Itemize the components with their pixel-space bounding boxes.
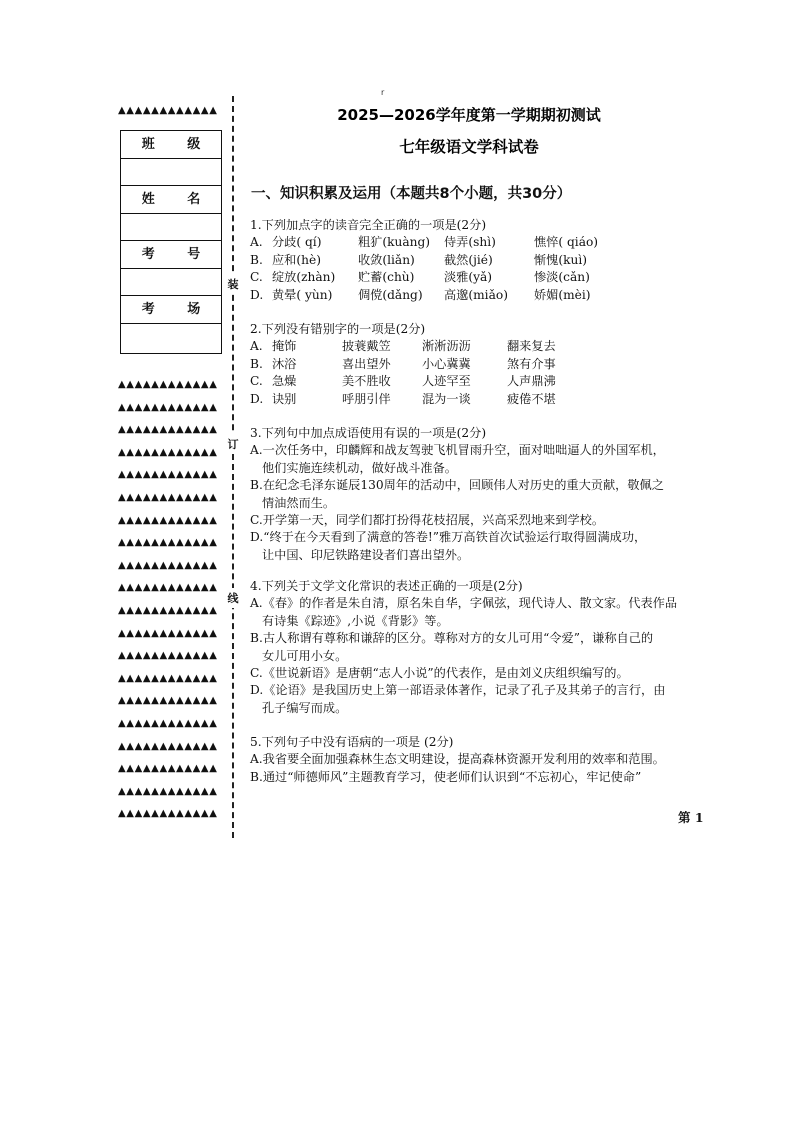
option-letter: B. bbox=[250, 252, 263, 267]
option-c: C.开学第一天，同学们都打扮得花枝招展，兴高采烈地来到学校。 bbox=[250, 513, 605, 528]
question-stem: 5.下列句子中没有语病的一项是 (2分) bbox=[250, 735, 454, 749]
option-row bbox=[250, 391, 700, 408]
exam-room-label: 考 场 bbox=[121, 296, 221, 324]
option-item: 淅淅沥沥 bbox=[422, 339, 471, 354]
triangle-row: ▲▲▲▲▲▲▲▲▲▲▲▲ bbox=[118, 718, 218, 729]
triangle-row: ▲▲▲▲▲▲▲▲▲▲▲▲ bbox=[118, 763, 218, 774]
option-item: 急燥 bbox=[272, 374, 297, 389]
option-row bbox=[250, 234, 700, 251]
option-item: 呼朋引伴 bbox=[342, 391, 391, 406]
option-item: 高邈(miǎo) bbox=[444, 287, 508, 302]
option-letter: D. bbox=[250, 391, 264, 406]
option-item: 疲倦不堪 bbox=[507, 391, 556, 406]
triangle-row: ▲▲▲▲▲▲▲▲▲▲▲▲ bbox=[118, 424, 218, 435]
question-stem: 4.下列关于文学文化常识的表述正确的一项是(2分) bbox=[250, 579, 523, 593]
option-row bbox=[250, 373, 700, 390]
option-a: A.《春》的作者是朱自清，原名朱自华，字佩弦，现代诗人、散文家。代表作品 bbox=[250, 596, 678, 611]
binding-dashed-line bbox=[232, 96, 234, 838]
question-5 bbox=[250, 734, 700, 786]
option-a: A.我省要全面加强森林生态文明建设，提高森林资源开发利用的效率和范围。 bbox=[250, 752, 665, 767]
header-mark: r bbox=[381, 88, 385, 97]
option-item: 贮蓄(chù) bbox=[358, 270, 415, 285]
option-item: 淡雅(yǎ) bbox=[444, 270, 493, 285]
option-b: B.古人称谓有尊称和谦辞的区分。尊称对方的女儿可用“令爱”，谦称自己的 bbox=[250, 631, 654, 646]
option-item: 小心冀冀 bbox=[422, 356, 471, 371]
option-letter: C. bbox=[250, 270, 263, 285]
question-stem: 3.下列句中加点成语使用有误的一项是(2分) bbox=[250, 426, 487, 440]
option-letter: A. bbox=[250, 235, 263, 250]
option-d-cont: 让中国、印尼铁路建设者们喜出望外。 bbox=[262, 547, 470, 562]
triangle-row: ▲▲▲▲▲▲▲▲▲▲▲▲ bbox=[118, 402, 218, 413]
option-item: 娇媚(mèi) bbox=[534, 287, 591, 302]
option-item: 翻来复去 bbox=[507, 339, 556, 354]
option-item: 黄晕( yùn) bbox=[272, 287, 333, 302]
option-item: 人迹罕至 bbox=[422, 374, 471, 389]
triangle-row: ▲▲▲▲▲▲▲▲▲▲▲▲ bbox=[118, 786, 218, 797]
option-b: B.通过“师德师风”主题教育学习，使老师们认识到“不忘初心，牢记使命” bbox=[250, 769, 642, 784]
option-item: 截然(jié) bbox=[444, 252, 493, 267]
option-item: 憔悴( qiáo) bbox=[534, 235, 599, 250]
option-item: 人声鼎沸 bbox=[507, 374, 556, 389]
option-a-cont: 有诗集《踪迹》,小说《背影》等。 bbox=[262, 613, 449, 628]
option-item: 分歧( qí) bbox=[272, 235, 322, 250]
option-item: 诀别 bbox=[272, 391, 297, 406]
option-item: 喜出望外 bbox=[342, 356, 391, 371]
option-row bbox=[250, 269, 700, 286]
option-item: 倜傥(dǎng) bbox=[358, 287, 423, 302]
student-info-box bbox=[120, 130, 222, 354]
class-field[interactable] bbox=[121, 159, 221, 187]
option-row bbox=[250, 338, 700, 355]
option-letter: B. bbox=[250, 356, 263, 371]
triangle-row: ▲▲▲▲▲▲▲▲▲▲▲▲ bbox=[118, 105, 218, 116]
option-item: 绽放(zhàn) bbox=[272, 270, 336, 285]
option-item: 应和(hè) bbox=[272, 252, 321, 267]
binding-char-xian: 线 bbox=[226, 588, 240, 608]
option-d: D.“终于在今天看到了满意的答卷!”雅万高铁首次试验运行取得圆满成功， bbox=[250, 530, 647, 545]
option-item: 沐浴 bbox=[272, 356, 297, 371]
triangle-row: ▲▲▲▲▲▲▲▲▲▲▲▲ bbox=[118, 695, 218, 706]
triangle-row: ▲▲▲▲▲▲▲▲▲▲▲▲ bbox=[118, 447, 218, 458]
option-c: C.《世说新语》是唐朝“志人小说”的代表作，是由刘义庆组织编写的。 bbox=[250, 666, 629, 681]
option-row bbox=[250, 287, 700, 304]
question-stem: 2.下列没有错别字的一项是(2分) bbox=[250, 322, 426, 336]
option-item: 收敛(liǎn) bbox=[358, 252, 415, 267]
page-number: 第 1 bbox=[678, 810, 704, 825]
option-a-cont: 他们实施连续机动，做好战斗准备。 bbox=[262, 460, 457, 475]
question-2 bbox=[250, 321, 700, 408]
question-1 bbox=[250, 217, 700, 304]
triangle-row: ▲▲▲▲▲▲▲▲▲▲▲▲ bbox=[118, 673, 218, 684]
option-row bbox=[250, 356, 700, 373]
triangle-row: ▲▲▲▲▲▲▲▲▲▲▲▲ bbox=[118, 492, 218, 503]
option-item: 惨淡(cǎn) bbox=[534, 270, 590, 285]
triangle-row: ▲▲▲▲▲▲▲▲▲▲▲▲ bbox=[118, 560, 218, 571]
option-item: 煞有介事 bbox=[507, 356, 556, 371]
triangle-row: ▲▲▲▲▲▲▲▲▲▲▲▲ bbox=[118, 741, 218, 752]
triangle-row: ▲▲▲▲▲▲▲▲▲▲▲▲ bbox=[118, 582, 218, 593]
question-stem: 1.下列加点字的读音完全正确的一项是(2分) bbox=[250, 218, 487, 232]
option-a: A.一次任务中，印麟辉和战友驾驶飞机冒雨升空，面对咄咄逼人的外国军机， bbox=[250, 443, 665, 458]
binding-char-zhuang: 装 bbox=[226, 274, 240, 294]
option-item: 粗犷(kuàng) bbox=[358, 235, 431, 250]
option-row bbox=[250, 252, 700, 269]
triangle-row: ▲▲▲▲▲▲▲▲▲▲▲▲ bbox=[118, 379, 218, 390]
option-d: D.《论语》是我国历史上第一部语录体著作，记录了孔子及其弟子的言行，由 bbox=[250, 683, 666, 698]
section-heading: 一、知识积累及运用（本题共8个小题，共30分） bbox=[251, 186, 572, 202]
option-item: 混为一谈 bbox=[422, 391, 471, 406]
name-label: 姓 名 bbox=[121, 186, 221, 214]
exam-title: 2025—2026学年度第一学期期初测试 bbox=[337, 106, 601, 124]
option-item: 美不胜收 bbox=[342, 374, 391, 389]
option-b-cont: 女儿可用小女。 bbox=[262, 648, 348, 663]
name-field[interactable] bbox=[121, 214, 221, 242]
triangle-row: ▲▲▲▲▲▲▲▲▲▲▲▲ bbox=[118, 469, 218, 480]
exam-room-field[interactable] bbox=[121, 324, 221, 352]
triangle-row: ▲▲▲▲▲▲▲▲▲▲▲▲ bbox=[118, 650, 218, 661]
option-item: 侍弄(shì) bbox=[444, 235, 496, 250]
binding-char-ding: 订 bbox=[226, 434, 240, 454]
triangle-row: ▲▲▲▲▲▲▲▲▲▲▲▲ bbox=[118, 808, 218, 819]
question-3 bbox=[250, 425, 700, 564]
option-item: 惭愧(kuì) bbox=[534, 252, 588, 267]
option-d-cont: 孔子编写而成。 bbox=[262, 700, 348, 715]
triangle-row: ▲▲▲▲▲▲▲▲▲▲▲▲ bbox=[118, 605, 218, 616]
option-item: 掩饰 bbox=[272, 339, 297, 354]
triangle-row: ▲▲▲▲▲▲▲▲▲▲▲▲ bbox=[118, 628, 218, 639]
option-item: 披蓑戴笠 bbox=[342, 339, 391, 354]
option-b-cont: 情油然而生。 bbox=[262, 495, 336, 510]
question-4 bbox=[250, 578, 700, 717]
option-letter: C. bbox=[250, 374, 263, 389]
class-label: 班 级 bbox=[121, 131, 221, 159]
option-letter: A. bbox=[250, 339, 263, 354]
triangle-row: ▲▲▲▲▲▲▲▲▲▲▲▲ bbox=[118, 537, 218, 548]
exam-number-label: 考 号 bbox=[121, 241, 221, 269]
triangle-row: ▲▲▲▲▲▲▲▲▲▲▲▲ bbox=[118, 515, 218, 526]
exam-subtitle: 七年级语文学科试卷 bbox=[399, 138, 539, 156]
option-b: B.在纪念毛泽东诞辰130周年的活动中，回顾伟人对历史的重大贡献，敬佩之 bbox=[250, 478, 664, 493]
exam-number-field[interactable] bbox=[121, 269, 221, 297]
option-letter: D. bbox=[250, 287, 264, 302]
